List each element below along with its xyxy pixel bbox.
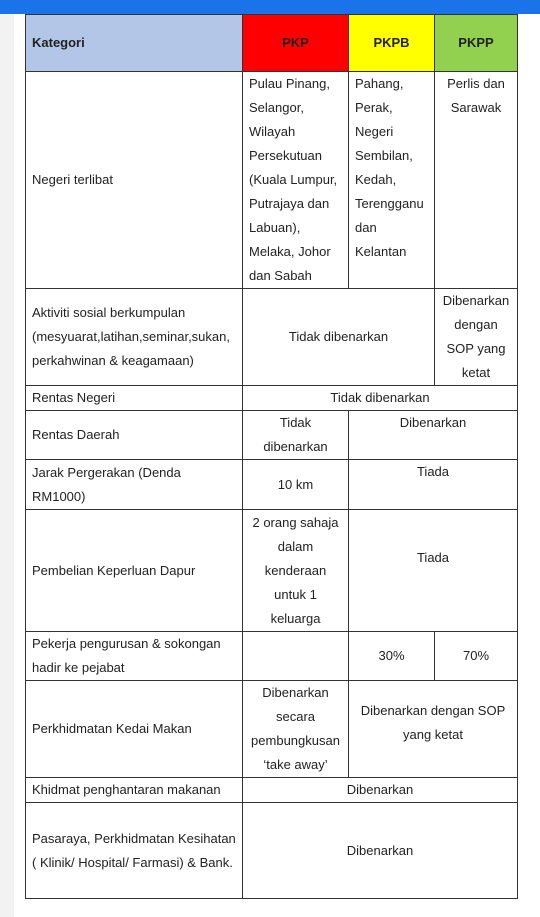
row-rentas-daerah [26, 411, 518, 460]
row-label: Rentas Negeri [26, 386, 243, 411]
cell-pkpp: Dibenarkan dengan SOP yang ketat [435, 289, 518, 386]
header-kategori: Kategori [26, 15, 243, 72]
cell-pkpb-pkpp: Dibenarkan [349, 411, 518, 460]
row-rentas-negeri [26, 386, 518, 411]
header-pkp: PKP [243, 15, 349, 72]
row-label: Pasaraya, Perkhidmatan Kesihatan ( Klinik/ Hospital/ Farmasi) & Bank. [26, 803, 243, 899]
pkp-comparison-table [25, 14, 518, 899]
row-label: Aktiviti sosial berkumpulan (mesyuarat,latihan,seminar,sukan, perkahwinan & keagamaan) [26, 289, 243, 386]
cell-pkpb-pkpp: Tiada [349, 460, 518, 510]
row-dapur [26, 510, 518, 632]
row-negeri [26, 72, 518, 289]
cell-all: Tidak dibenarkan [243, 386, 518, 411]
header-pkpb: PKPB [349, 15, 435, 72]
row-label: Perkhidmatan Kedai Makan [26, 681, 243, 778]
row-pasaraya [26, 803, 518, 899]
header-pkpp: PKPP [435, 15, 518, 72]
row-label: Pekerja pengurusan & sokongan hadir ke pejabat [26, 632, 243, 681]
cell-pkp: 10 km [243, 460, 349, 510]
header-row [26, 15, 518, 72]
row-label: Jarak Pergerakan (Denda RM1000) [26, 460, 243, 510]
cell-pkpb: 30% [349, 632, 435, 681]
top-accent-bar [0, 0, 540, 14]
cell-pkpb-pkpp: Dibenarkan dengan SOP yang ketat [349, 681, 518, 778]
row-kedai [26, 681, 518, 778]
cell-pkpb-pkpp: Tiada [349, 510, 518, 632]
row-pekerja [26, 632, 518, 681]
cell-pkp-pkpb: Tidak dibenarkan [243, 289, 435, 386]
cell-pkpb: Pahang, Perak, Negeri Sembilan, Kedah, Terengganu dan Kelantan [349, 72, 435, 289]
cell-pkpp: Perlis dan Sarawak [435, 72, 518, 289]
row-label: Negeri terlibat [26, 72, 243, 289]
cell-all: Dibenarkan [243, 778, 518, 803]
row-label: Pembelian Keperluan Dapur [26, 510, 243, 632]
cell-all: Dibenarkan [243, 803, 518, 899]
row-aktiviti [26, 289, 518, 386]
row-penghantaran [26, 778, 518, 803]
cell-pkp: Dibenarkan secara pembungkusan ‘take away’ [243, 681, 349, 778]
row-jarak [26, 460, 518, 510]
cell-pkp: 2 orang sahaja dalam kenderaan untuk 1 keluarga [243, 510, 349, 632]
left-margin [0, 14, 14, 917]
cell-pkp [243, 632, 349, 681]
row-label: Khidmat penghantaran makanan [26, 778, 243, 803]
cell-pkp: Tidak dibenarkan [243, 411, 349, 460]
cell-pkpp: 70% [435, 632, 518, 681]
cell-pkp: Pulau Pinang, Selangor, Wilayah Persekutuan (Kuala Lumpur, Putrajaya dan Labuan), Melaka, Johor dan Sabah [243, 72, 349, 289]
row-label: Rentas Daerah [26, 411, 243, 460]
